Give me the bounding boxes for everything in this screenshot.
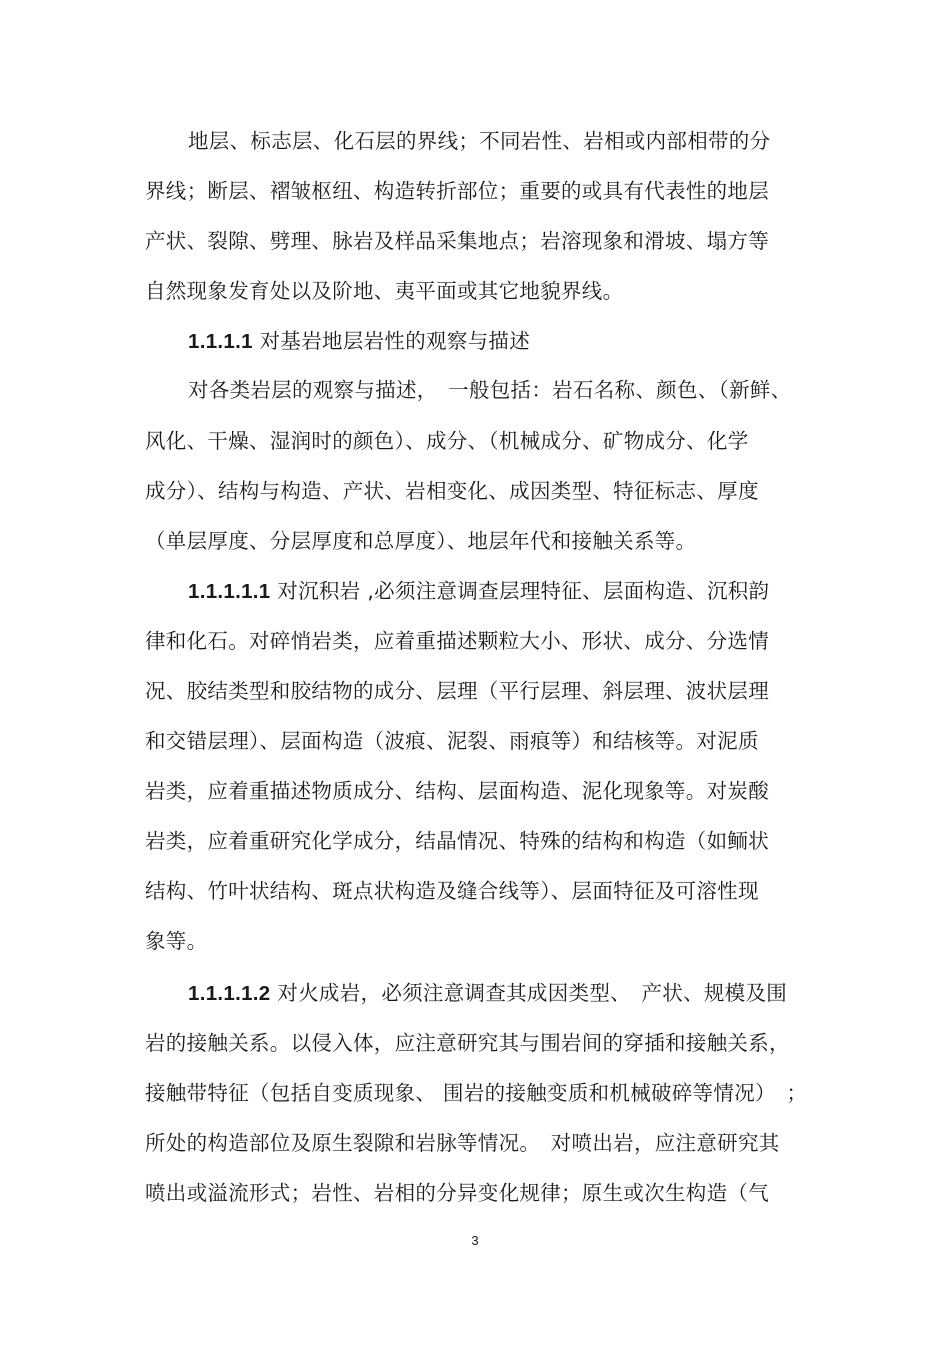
text-line: 产状、裂隙、劈理、脉岩及样品采集地点；岩溶现象和滑坡、塌方等 — [145, 229, 769, 253]
text-line: 所处的构造部位及原生裂隙和岩脉等情况。 对喷出岩，应注意研究其 — [145, 1131, 780, 1155]
subsection-text: 对火成岩，必须注意调查其成因类型、 产状、规模及围 — [277, 981, 788, 1005]
text-line: 岩的接触关系。以侵入体，应注意研究其与围岩间的穿插和接触关系， — [145, 1031, 790, 1055]
section-title: 对基岩地层岩性的观察与描述 — [259, 329, 531, 353]
page-number: 3 — [471, 1233, 479, 1248]
subsection-number: 1.1.1.1.2 — [188, 982, 271, 1005]
text-line: （单层厚度、分层厚度和总厚度）、地层年代和接触关系等。 — [145, 529, 697, 553]
section-heading — [188, 331, 530, 353]
text-line: 和交错层理）、层面构造（波痕、泥裂、雨痕等）和结核等。对泥质 — [145, 729, 759, 753]
subsection-first-line — [188, 983, 787, 1005]
subsection-number: 1.1.1.1.1 — [188, 580, 271, 603]
text-line: 象等。 — [145, 929, 208, 953]
text-line: 结构、竹叶状结构、斑点状构造及缝合线等）、层面特征及可溶性现 — [145, 879, 759, 903]
text-line: 接触带特征（包括自变质现象、 围岩的接触变质和机械破碎等情况） ； — [145, 1081, 808, 1105]
text-line: 况、胶结类型和胶结物的成分、层理（平行层理、斜层理、波状层理 — [145, 679, 769, 703]
subsection-text: 对沉积岩 ,必须注意调查层理特征、层面构造、沉积韵 — [277, 579, 770, 603]
text-line: 成分）、结构与构造、产状、岩相变化、成因类型、特征标志、厚度 — [145, 479, 759, 503]
text-line: 界线；断层、褶皱枢纽、构造转折部位；重要的或具有代表性的地层 — [145, 179, 769, 203]
text-line: 岩类，应着重研究化学成分，结晶情况、特殊的结构和构造（如鲕状 — [145, 829, 769, 853]
text-line: 地层、标志层、化石层的界线；不同岩性、岩相或内部相带的分 — [188, 129, 771, 153]
section-number: 1.1.1.1 — [188, 330, 253, 353]
text-line: 对各类岩层的观察与描述， 一般包括：岩石名称、颜色、（新鲜、 — [188, 378, 792, 402]
subsection-first-line — [188, 581, 769, 603]
text-line: 风化、干燥、湿润时的颜色）、成分、（机械成分、矿物成分、化学 — [145, 429, 749, 453]
text-line: 自然现象发育处以及阶地、夷平面或其它地貌界线。 — [145, 279, 624, 303]
text-line: 喷出或溢流形式；岩性、岩相的分异变化规律；原生或次生构造（气 — [145, 1181, 769, 1205]
text-line: 律和化石。对碎悄岩类，应着重描述颗粒大小、形状、成分、分选情 — [145, 629, 769, 653]
text-line: 岩类，应着重描述物质成分、结构、层面构造、泥化现象等。对炭酸 — [145, 779, 769, 803]
